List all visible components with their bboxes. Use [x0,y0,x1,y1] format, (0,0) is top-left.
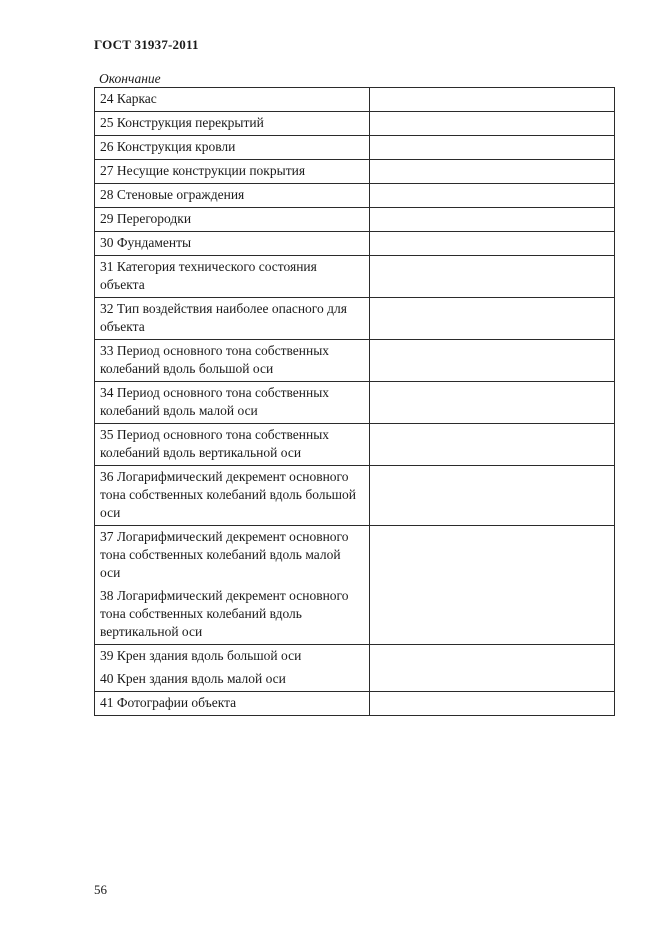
table-row [95,424,615,466]
row-value [370,668,615,692]
row-label: 34 Период основного тона собственных колебаний вдоль малой оси [95,382,370,424]
row-label: 25 Конструкция перекрытий [95,112,370,136]
row-label: 27 Несущие конструкции покрытия [95,160,370,184]
row-value [370,136,615,160]
row-value [370,298,615,340]
row-label: 41 Фотографии объекта [95,692,370,716]
row-value [370,232,615,256]
row-label: 26 Конструкция кровли [95,136,370,160]
row-label: 40 Крен здания вдоль малой оси [95,668,370,692]
row-label: 33 Период основного тона собственных колебаний вдоль большой оси [95,340,370,382]
table-row [95,645,615,669]
table-row [95,112,615,136]
table-row [95,208,615,232]
table-row [95,256,615,298]
page-number: 56 [94,882,107,897]
row-label: 30 Фундаменты [95,232,370,256]
row-label: 24 Каркас [95,88,370,112]
table-row [95,382,615,424]
row-value [370,692,615,716]
row-value [370,424,615,466]
table-row [95,526,615,586]
table-row [95,298,615,340]
table-row [95,668,615,692]
row-value [370,256,615,298]
row-label: 37 Логарифмический декремент основного тона собственных колебаний вдоль малой оси [95,526,370,586]
row-value [370,526,615,586]
table-row [95,585,615,645]
row-value [370,112,615,136]
object-passport-table [94,87,615,716]
row-label: 29 Перегородки [95,208,370,232]
document-header: ГОСТ 31937-2011 [94,37,199,52]
table-row [95,692,615,716]
table-row [95,136,615,160]
table-row [95,232,615,256]
table-row [95,88,615,112]
row-label: 32 Тип воздействия наиболее опасного для объекта [95,298,370,340]
row-value [370,184,615,208]
row-value [370,585,615,645]
table-row [95,466,615,526]
row-value [370,88,615,112]
row-label: 39 Крен здания вдоль большой оси [95,645,370,669]
table-row [95,184,615,208]
table-row [95,160,615,184]
row-value [370,382,615,424]
row-value [370,160,615,184]
table-row [95,340,615,382]
row-label: 36 Логарифмический декремент основного тона собственных колебаний вдоль большой оси [95,466,370,526]
row-label: 35 Период основного тона собственных колебаний вдоль вертикальной оси [95,424,370,466]
table-caption: Окончание [99,71,161,86]
row-label: 38 Логарифмический декремент основного тона собственных колебаний вдоль вертикальной оси [95,585,370,645]
row-label: 28 Стеновые ограждения [95,184,370,208]
row-label: 31 Категория технического состояния объекта [95,256,370,298]
row-value [370,208,615,232]
row-value [370,645,615,669]
row-value [370,340,615,382]
row-value [370,466,615,526]
